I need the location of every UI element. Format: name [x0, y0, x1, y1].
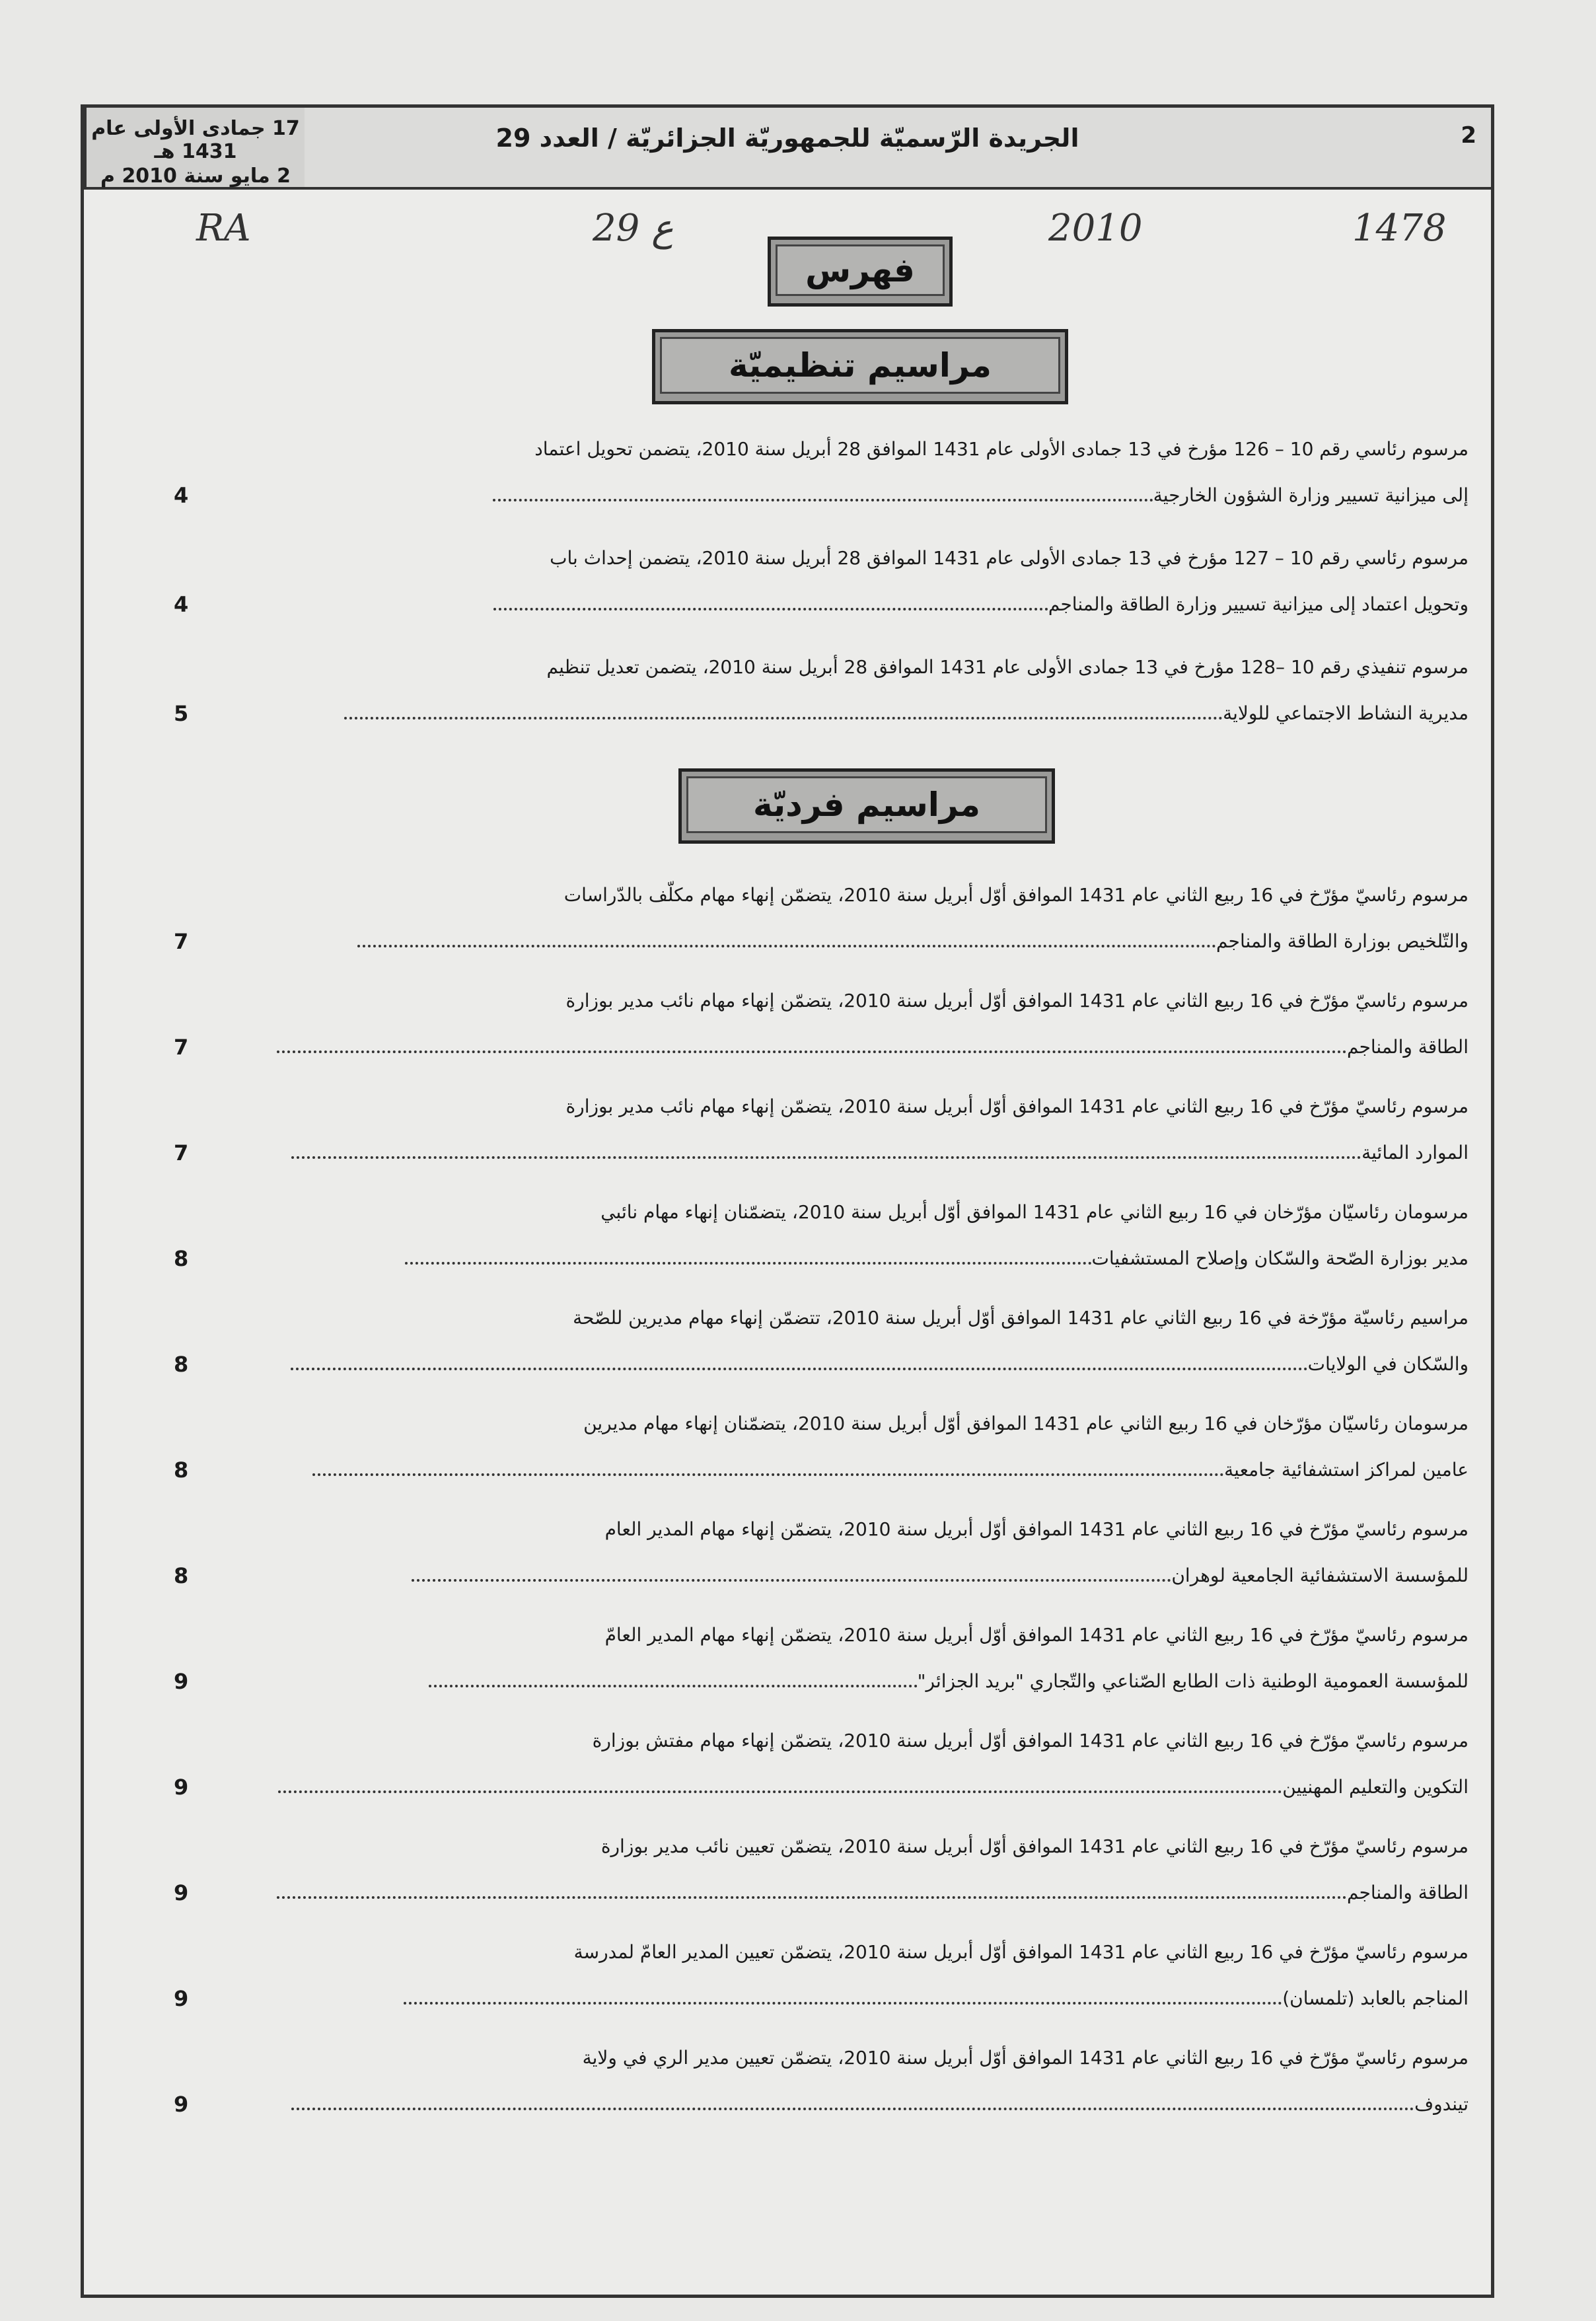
- entry-line: الطاقة والمناجم: [1346, 1882, 1469, 1903]
- entry-line: مديرية النشاط الاجتماعي للولاية: [1223, 702, 1469, 724]
- entry-line: مرسومان رئاسيّان مؤرّخان في 16 ربيع الثاني عام 1431 الموافق أوّل أبريل سنة 2010، يتضمّنان إنهاء مهام مديرين: [583, 1413, 1469, 1434]
- section-title-box: [678, 768, 1055, 844]
- leader-dots: [312, 1467, 1224, 1476]
- page-header: [84, 108, 1491, 190]
- handwritten-note: RA: [196, 207, 251, 250]
- page-frame: [81, 104, 1494, 2298]
- entry-line: المناجم بالعابد (تلمسان): [1282, 1987, 1469, 2009]
- page-ref: 5: [174, 701, 189, 726]
- index-entry: [174, 1726, 1469, 1802]
- page-ref: 8: [174, 1352, 189, 1377]
- leader-dots: [429, 1678, 918, 1687]
- page-ref: 7: [174, 1035, 189, 1060]
- handwritten-note: 1478: [1352, 207, 1447, 250]
- entry-line: للمؤسسة الاستشفائية الجامعية لوهران: [1171, 1565, 1469, 1586]
- entry-line: الطاقة والمناجم: [1346, 1036, 1469, 1058]
- leader-dots: [291, 1150, 1361, 1159]
- leader-dots: [277, 1890, 1347, 1899]
- leader-dots: [277, 1044, 1347, 1053]
- section-title: مراسيم فرديّة: [686, 776, 1047, 833]
- entry-line: مرسوم تنفيذي رقم 10 –128 مؤرخ في 13 جمادى الأولى عام 1431 الموافق 28 أبريل سنة 2010، يتضمن تعديل تنظيم: [546, 656, 1469, 678]
- entry-line: والتّلخيص بوزارة الطاقة والمناجم: [1216, 930, 1469, 952]
- leader-dots: [404, 1995, 1282, 2005]
- page-ref: 9: [174, 1986, 189, 2011]
- leader-dots: [278, 1784, 1282, 1793]
- page-ref: 9: [174, 2092, 189, 2117]
- index-entry: [174, 1304, 1469, 1379]
- index-entry: [174, 435, 1469, 510]
- leader-dots: [493, 492, 1153, 501]
- hijri-date: 17 جمادى الأولى عام 1431 هـ: [91, 117, 300, 163]
- entry-line: مرسوم رئاسيّ مؤرّخ في 16 ربيع الثاني عام 1431 الموافق أوّل أبريل سنة 2010، يتضمّن إنهاء مهام مفتش بوزارة: [592, 1730, 1469, 1751]
- page-ref: 8: [174, 1246, 189, 1271]
- section-title-box: [652, 329, 1068, 404]
- handwritten-note: 2010: [1048, 207, 1143, 250]
- index-entry: [174, 544, 1469, 619]
- entry-line: والسّكان في الولايات: [1307, 1353, 1469, 1375]
- index-entry: [174, 1409, 1469, 1485]
- leader-dots: [291, 1361, 1308, 1370]
- index-entry: [174, 986, 1469, 1062]
- leader-dots: [344, 710, 1223, 719]
- index-entry: [174, 2044, 1469, 2119]
- index-entry: [174, 1832, 1469, 1907]
- entry-line: مرسوم رئاسيّ مؤرّخ في 16 ربيع الثاني عام 1431 الموافق أوّل أبريل سنة 2010، يتضمّن تعيين مدير الري في ولاية: [582, 2047, 1469, 2069]
- index-entry: [174, 1092, 1469, 1167]
- index-entry: [174, 653, 1469, 728]
- index-title-box: [768, 237, 953, 307]
- entry-line: مرسوم رئاسيّ مؤرّخ في 16 ربيع الثاني عام 1431 الموافق أوّل أبريل سنة 2010، يتضمّن إنهاء مهام المدير العام: [604, 1518, 1469, 1540]
- leader-dots: [412, 1572, 1171, 1582]
- gregorian-date: 2 مايو سنة 2010 م: [100, 165, 291, 188]
- entry-line: مرسوم رئاسي رقم 10 – 126 مؤرخ في 13 جمادى الأولى عام 1431 الموافق 28 أبريل سنة 2010، يتضمن تحويل اعتماد: [534, 438, 1469, 460]
- index-entry: [174, 1621, 1469, 1696]
- page-ref: 4: [174, 483, 189, 508]
- entry-line: مراسيم رئاسيّة مؤرّخة في 16 ربيع الثاني عام 1431 الموافق أوّل أبريل سنة 2010، تتضمّن إنهاء مهام مديرين للصّحة: [573, 1307, 1469, 1329]
- leader-dots: [291, 2101, 1414, 2110]
- entry-line: مرسوم رئاسيّ مؤرّخ في 16 ربيع الثاني عام 1431 الموافق أوّل أبريل سنة 2010، يتضمّن تعيين نائب مدير بوزارة: [600, 1835, 1469, 1857]
- entry-line: مرسوم رئاسيّ مؤرّخ في 16 ربيع الثاني عام 1431 الموافق أوّل أبريل سنة 2010، يتضمّن إنهاء مهام نائب مدير بوزارة: [565, 1095, 1469, 1117]
- page-number: 2: [1461, 122, 1476, 149]
- entry-line: مرسوم رئاسيّ مؤرّخ في 16 ربيع الثاني عام 1431 الموافق أوّل أبريل سنة 2010، يتضمّن إنهاء مهام المدير العامّ: [604, 1624, 1469, 1646]
- index-entry: [174, 1938, 1469, 2013]
- entry-line: مرسوم رئاسيّ مؤرّخ في 16 ربيع الثاني عام 1431 الموافق أوّل أبريل سنة 2010، يتضمّن إنهاء مهام نائب مدير بوزارة: [565, 990, 1469, 1012]
- entry-line: الموارد المائية: [1361, 1142, 1469, 1163]
- entry-line: مرسوم رئاسيّ مؤرّخ في 16 ربيع الثاني عام 1431 الموافق أوّل أبريل سنة 2010، يتضمّن إنهاء مهام مكلّف بالدّراسات: [563, 884, 1469, 906]
- handwritten-note: 29 ع: [593, 207, 674, 250]
- index-entry: [174, 881, 1469, 956]
- leader-dots: [357, 938, 1216, 947]
- leader-dots: [493, 601, 1048, 610]
- section-title: مراسيم تنظيميّة: [660, 337, 1060, 394]
- page-ref: 9: [174, 1880, 189, 1905]
- entry-line: عامين لمراكز استشفائية جامعية: [1224, 1459, 1469, 1481]
- index-title: فهرس: [776, 244, 945, 296]
- journal-title: الجريدة الرّسميّة للجمهوريّة الجزائريّة / العدد 29: [495, 124, 1079, 153]
- entry-line: مرسومان رئاسيّان مؤرّخان في 16 ربيع الثاني عام 1431 الموافق أوّل أبريل سنة 2010، يتضمّنان إنهاء مهام نائبي: [600, 1201, 1469, 1223]
- index-entry: [174, 1515, 1469, 1590]
- entry-line: للمؤسسة العمومية الوطنية ذات الطابع الصّناعي والتّجاري "بريد الجزائر": [917, 1670, 1469, 1692]
- page-ref: 8: [174, 1563, 189, 1588]
- entry-line: تيندوف: [1414, 2093, 1469, 2115]
- index-entry: [174, 1198, 1469, 1273]
- page-ref: 9: [174, 1775, 189, 1800]
- page-ref: 4: [174, 592, 189, 617]
- page-ref: 8: [174, 1457, 189, 1483]
- entry-line: مرسوم رئاسي رقم 10 – 127 مؤرخ في 13 جمادى الأولى عام 1431 الموافق 28 أبريل سنة 2010، يتضمن إحداث باب: [550, 547, 1469, 569]
- leader-dots: [405, 1255, 1092, 1265]
- issue-dates: [84, 108, 305, 187]
- page-ref: 7: [174, 929, 189, 954]
- page-ref: 9: [174, 1669, 189, 1694]
- entry-line: مرسوم رئاسيّ مؤرّخ في 16 ربيع الثاني عام 1431 الموافق أوّل أبريل سنة 2010، يتضمّن تعيين المدير العامّ لمدرسة: [573, 1941, 1469, 1963]
- entry-line: مدير بوزارة الصّحة والسّكان وإصلاح المستشفيات: [1091, 1247, 1469, 1269]
- entry-line: إلى ميزانية تسيير وزارة الشؤون الخارجية: [1153, 484, 1469, 506]
- entry-line: وتحويل اعتماد إلى ميزانية تسيير وزارة الطاقة والمناجم: [1048, 593, 1469, 615]
- entry-line: التكوين والتعليم المهنيين: [1282, 1776, 1469, 1798]
- page-ref: 7: [174, 1140, 189, 1165]
